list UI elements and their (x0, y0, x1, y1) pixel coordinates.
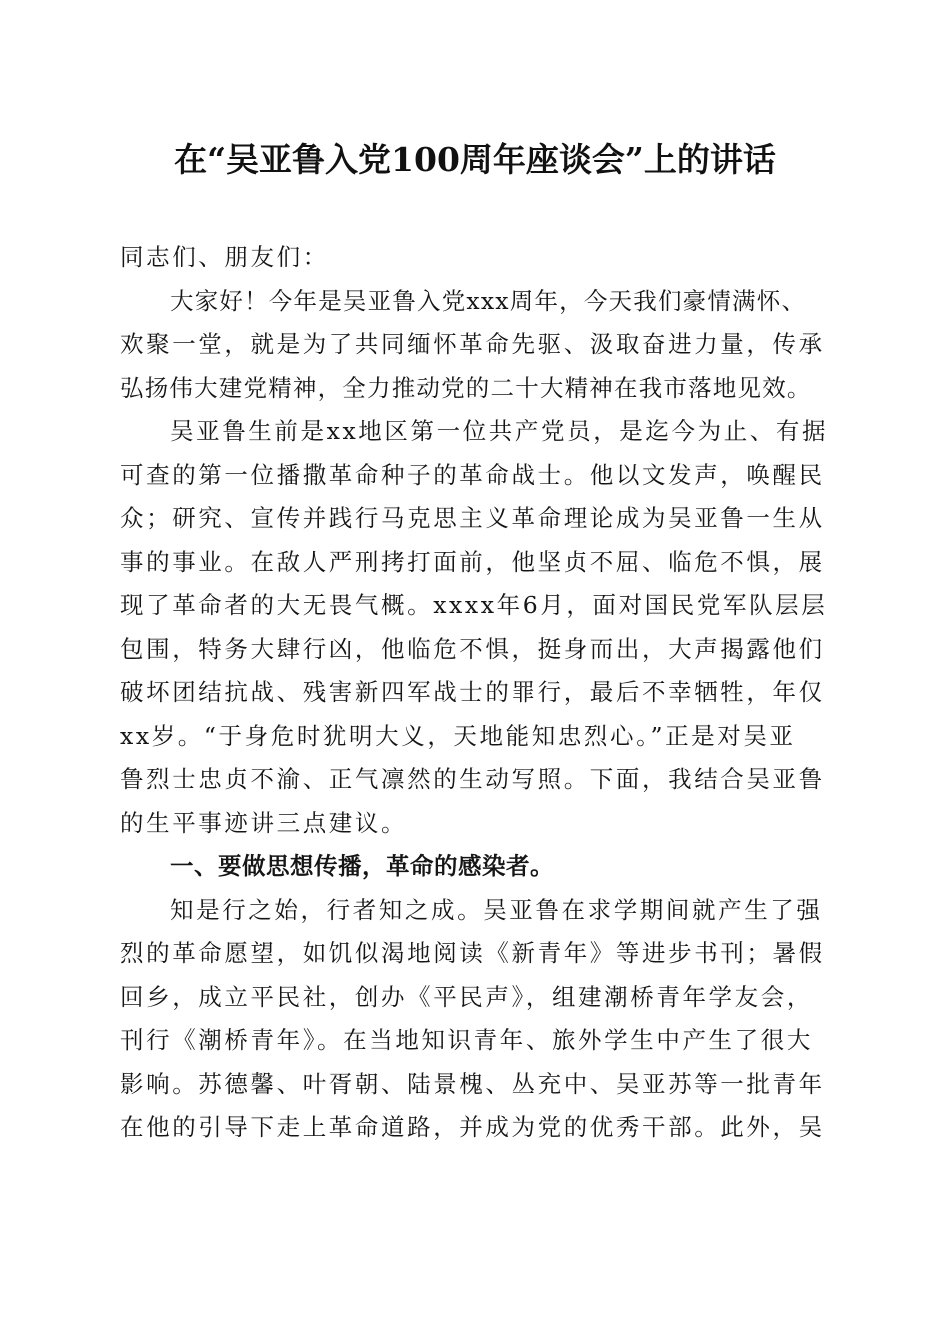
paragraph-line: 回乡，成立平民社，创办《平民声》，组建潮桥青年学友会， (120, 982, 813, 1011)
paragraph-line: 吴亚鲁生前是xx地区第一位共产党员，是迄今为止、有据 (170, 417, 829, 445)
speech-body (120, 236, 829, 1150)
paragraph-line: 可查的第一位播撒革命种子的革命战士。他以文发声，唤醒民 (120, 460, 825, 489)
paragraph-line: 影响。苏德馨、叶胥朝、陆景槐、丛充中、吴亚苏等一批青年 (120, 1069, 825, 1098)
paragraph-line: 包围，特务大肆行凶，他临危不惧，挺身而出，大声揭露他们 (120, 634, 825, 663)
paragraph-line: 大家好！今年是吴亚鲁入党xxx周年，今天我们豪情满怀、 (170, 286, 807, 315)
paragraph-line: 在他的引导下走上革命道路，并成为党的优秀干部。此外，吴 (120, 1113, 825, 1141)
paragraph-line: 现了革命者的大无畏气概。xxxx年6月，面对国民党军队层层 (120, 591, 828, 619)
paragraph-line: 众；研究、宣传并践行马克思主义革命理论成为吴亚鲁一生从 (120, 504, 825, 532)
paragraph-line: 破坏团结抗战、残害新四军战士的罪行，最后不幸牺牲，年仅 (120, 678, 825, 706)
paragraph-line: 欢聚一堂，就是为了共同缅怀革命先驱、汲取奋进力量，传承 (120, 330, 825, 358)
paragraph-line: 的生平事迹讲三点建议。 (120, 808, 408, 837)
paragraph-line: 事的事业。在敌人严刑拷打面前，他坚贞不屈、临危不惧，展 (120, 547, 825, 576)
salutation: 同志们、朋友们： (120, 243, 329, 271)
paragraph-line: 鲁烈士忠贞不渝、正气凛然的生动写照。下面，我结合吴亚鲁 (120, 765, 825, 793)
paragraph-line: xx岁。“于身危时犹明大义，天地能知忠烈心。”正是对吴亚 (120, 721, 796, 750)
speech-title: 在“吴亚鲁入党100周年座谈会”上的讲话 (174, 140, 776, 179)
paragraph-line: 弘扬伟大建党精神，全力推动党的二十大精神在我市落地见效。 (120, 373, 812, 402)
paragraph-line: 烈的革命愿望，如饥似渴地阅读《新青年》等进步书刊；暑假 (120, 939, 825, 967)
paragraph-line: 知是行之始，行者知之成。吴亚鲁在求学期间就产生了强 (170, 895, 823, 924)
section-heading: 一、要做思想传播，革命的感染者。 (170, 852, 554, 880)
paragraph-line: 刊行《潮桥青年》。在当地知识青年、旅外学生中产生了很大 (120, 1026, 813, 1054)
